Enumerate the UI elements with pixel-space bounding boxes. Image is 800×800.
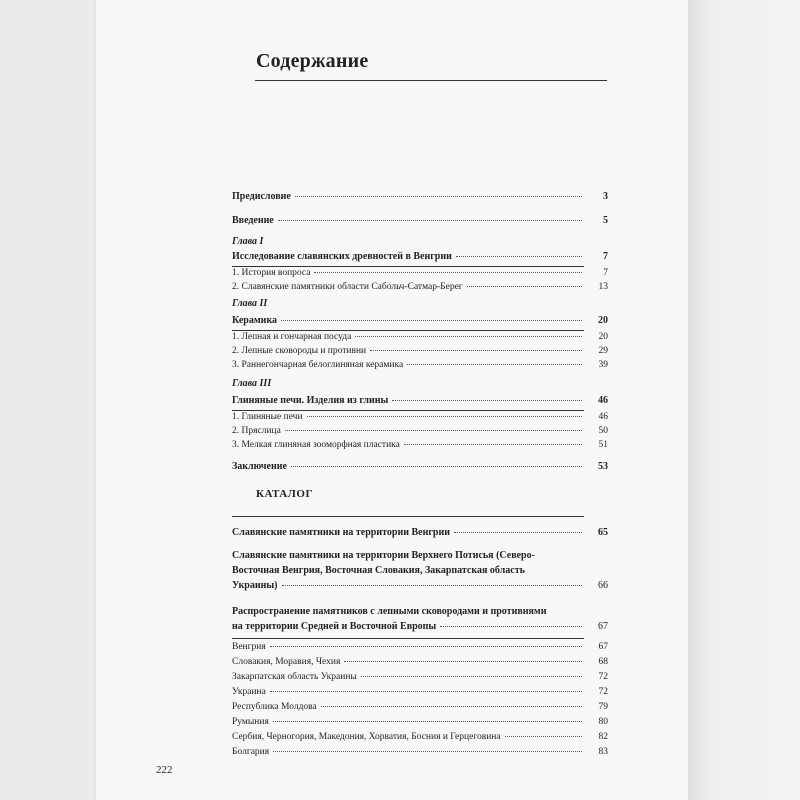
dot-leader xyxy=(456,256,582,257)
toc-page: 72 xyxy=(598,687,608,697)
toc-page: 51 xyxy=(598,440,608,450)
toc-page: 3 xyxy=(603,191,608,202)
dot-leader xyxy=(344,661,582,662)
dot-leader xyxy=(278,220,582,221)
toc-entry-country xyxy=(232,700,608,714)
toc-page: 65 xyxy=(598,527,608,538)
toc-entry xyxy=(232,344,608,358)
dot-leader xyxy=(404,444,582,445)
toc-page: 7 xyxy=(603,268,608,278)
chapter-heading: Глава II xyxy=(232,298,268,309)
entry-line: Славянские памятники на территории Верхнего Потисья (Северо- xyxy=(232,550,535,561)
toc-label: 2. Пряслица xyxy=(232,426,281,436)
toc-entry-country xyxy=(232,745,608,759)
toc-page: 20 xyxy=(598,332,608,342)
toc-entry xyxy=(232,330,608,344)
dot-leader xyxy=(282,585,582,586)
dot-leader xyxy=(314,272,582,273)
toc-page: 67 xyxy=(598,642,608,652)
toc-page: 46 xyxy=(598,412,608,422)
toc-page: 5 xyxy=(603,215,608,226)
dot-leader xyxy=(273,721,582,722)
toc-entry-country xyxy=(232,670,608,684)
title-rule xyxy=(255,80,607,81)
toc-entry xyxy=(232,358,608,372)
toc-page: 53 xyxy=(598,461,608,472)
toc-entry xyxy=(232,424,608,438)
catalog-heading: КАТАЛОГ xyxy=(256,488,313,500)
toc-entry-intro xyxy=(232,214,608,228)
toc-page: 66 xyxy=(598,580,608,591)
toc-page: 79 xyxy=(598,702,608,712)
dot-leader xyxy=(291,466,582,467)
toc-entry-distribution xyxy=(232,604,608,634)
entry-line: Восточная Венгрия, Восточная Словакия, Закарпатская область xyxy=(232,565,525,576)
toc-entry-chapter-title xyxy=(232,314,608,328)
chapter-heading: Глава III xyxy=(232,378,272,389)
toc-label: Украина xyxy=(232,687,266,697)
dot-leader xyxy=(355,336,582,337)
toc-entry-country xyxy=(232,640,608,654)
toc-label: 1. Глиняные печи xyxy=(232,412,303,422)
dot-leader xyxy=(370,350,582,351)
chapter-heading: Глава I xyxy=(232,236,264,247)
toc-entry-conclusion xyxy=(232,460,608,474)
toc-label: Глиняные печи. Изделия из глины xyxy=(232,395,389,406)
toc-entry-chapter-title xyxy=(232,250,608,264)
toc-label: Сербия, Черногория, Македония, Хорватия, Босния и Герцеговина xyxy=(232,732,501,742)
dot-leader xyxy=(285,430,582,431)
toc-label: Исследование славянских древностей в Венгрии xyxy=(232,251,452,262)
toc-label: 1. Лепная и гончарная посуда xyxy=(232,332,352,342)
dot-leader xyxy=(407,364,582,365)
toc-label: Болгария xyxy=(232,747,270,757)
toc-label: Закарпатская область Украины xyxy=(232,672,357,682)
dot-leader xyxy=(392,400,582,401)
section-rule xyxy=(232,516,584,517)
toc-page: 7 xyxy=(603,251,608,262)
toc-label: Предисловие xyxy=(232,191,291,202)
toc-entry xyxy=(232,410,608,424)
toc-label: 2. Лепные сковороды и противни xyxy=(232,346,367,356)
dot-leader xyxy=(270,691,582,692)
toc-entry-country xyxy=(232,655,608,669)
toc-page: 13 xyxy=(598,282,608,292)
toc-label: Керамика xyxy=(232,315,278,326)
toc-page: 20 xyxy=(598,315,608,326)
page-number: 222 xyxy=(156,764,173,776)
entry-line: на территории Средней и Восточной Европы xyxy=(232,621,437,632)
toc-label: 1. История вопроса xyxy=(232,268,311,278)
toc-entry xyxy=(232,266,608,280)
entry-last-line xyxy=(232,578,608,593)
toc-page: 29 xyxy=(598,346,608,356)
toc-entry-catalog-hungary xyxy=(232,526,608,540)
dot-leader xyxy=(307,416,582,417)
toc-label: 2. Славянские памятники области Сабольч-Сатмар-Берег xyxy=(232,282,463,292)
dot-leader xyxy=(454,532,582,533)
toc-entry-chapter-title xyxy=(232,394,608,408)
dot-leader xyxy=(467,286,582,287)
page-edge xyxy=(688,0,800,800)
dot-leader xyxy=(295,196,582,197)
toc-page: 72 xyxy=(598,672,608,682)
toc-label: Венгрия xyxy=(232,642,266,652)
dot-leader xyxy=(505,736,582,737)
toc-page: 50 xyxy=(598,426,608,436)
toc-label: Введение xyxy=(232,215,274,226)
toc-page: 39 xyxy=(598,360,608,370)
entry-line: Распространение памятников с лепными сковородами и противнями xyxy=(232,606,547,617)
toc-entry-upper-tisza xyxy=(232,548,608,593)
section-rule xyxy=(232,638,584,639)
dot-leader xyxy=(270,646,582,647)
toc-entry xyxy=(232,438,608,452)
toc-page: 67 xyxy=(598,621,608,632)
toc-label: Славянские памятники на территории Венгрии xyxy=(232,527,450,538)
dot-leader xyxy=(321,706,582,707)
entry-line: Украины) xyxy=(232,580,278,591)
toc-entry-country xyxy=(232,730,608,744)
toc-page: 83 xyxy=(598,747,608,757)
page-title: Содержание xyxy=(256,50,369,72)
dot-leader xyxy=(273,751,582,752)
toc-entry xyxy=(232,280,608,294)
toc-label: 3. Мелкая глиняная зооморфная пластика xyxy=(232,440,400,450)
toc-label: Заключение xyxy=(232,461,287,472)
toc-entry-country xyxy=(232,685,608,699)
toc-entry-country xyxy=(232,715,608,729)
toc-page: 82 xyxy=(598,732,608,742)
toc-label: 3. Раннегончарная белоглиняная керамика xyxy=(232,360,404,370)
toc-label: Республика Молдова xyxy=(232,702,317,712)
toc-page: 68 xyxy=(598,657,608,667)
entry-last-line xyxy=(232,619,608,634)
dot-leader xyxy=(361,676,582,677)
toc-page: 46 xyxy=(598,395,608,406)
toc-entry-preface xyxy=(232,190,608,204)
toc-label: Словакия, Моравия, Чехия xyxy=(232,657,341,667)
dot-leader xyxy=(440,626,582,627)
toc-label: Румыния xyxy=(232,717,269,727)
toc-page: 80 xyxy=(598,717,608,727)
dot-leader xyxy=(281,320,582,321)
